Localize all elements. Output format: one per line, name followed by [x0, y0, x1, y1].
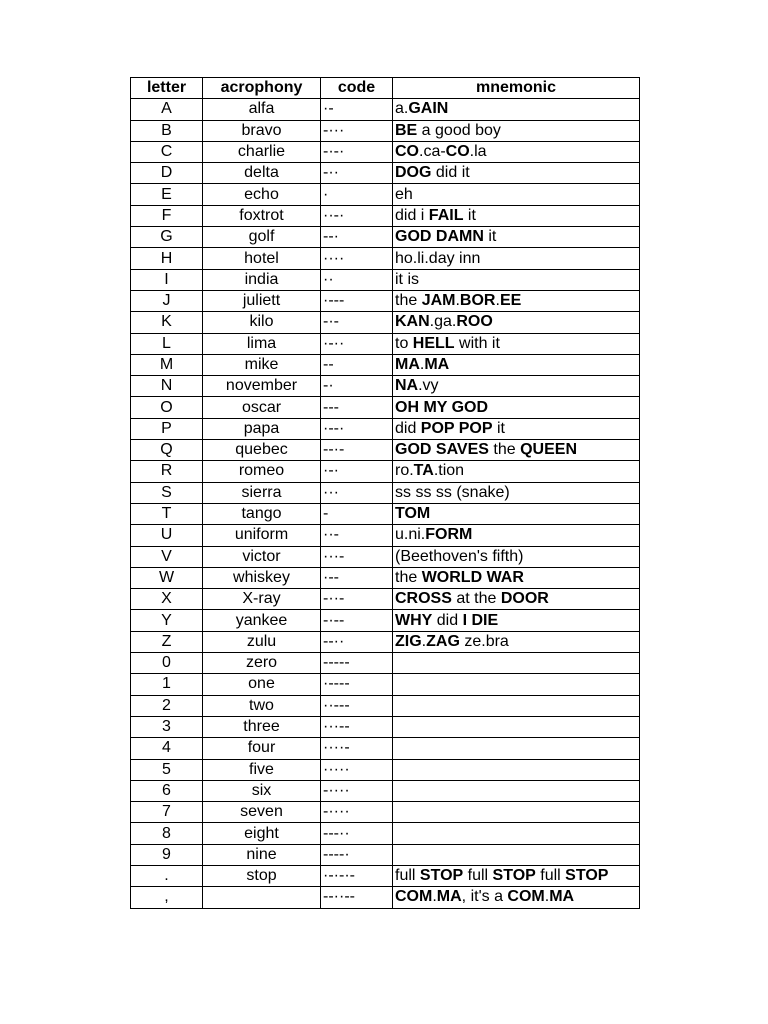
- code-cell: -··: [321, 163, 393, 184]
- code-cell: ··-·: [321, 205, 393, 226]
- letter-cell: O: [131, 397, 203, 418]
- table-row: [131, 887, 640, 908]
- code-cell: ··-: [321, 525, 393, 546]
- mnemonic-segment: .: [419, 356, 425, 373]
- code-cell: --··: [321, 631, 393, 652]
- letter-cell: 6: [131, 780, 203, 801]
- acrophony-cell: hotel: [203, 248, 321, 269]
- acrophony-cell: sierra: [203, 482, 321, 503]
- code-cell: --: [321, 354, 393, 375]
- mnemonic-segment: eh: [395, 185, 413, 203]
- mnemonic-cell: [393, 205, 640, 226]
- acrophony-cell: november: [203, 376, 321, 397]
- letter-cell: F: [131, 205, 203, 226]
- mnemonic-cell: [393, 269, 640, 290]
- table-row: [131, 780, 640, 801]
- mnemonic-cell: [393, 397, 640, 418]
- mnemonic-bold-segment: COM: [395, 888, 433, 906]
- mnemonic-cell: [393, 141, 640, 162]
- acrophony-cell: echo: [203, 184, 321, 205]
- mnemonic-cell: [393, 248, 640, 269]
- acrophony-cell: seven: [203, 802, 321, 823]
- code-cell: ·----: [321, 674, 393, 695]
- mnemonic-segment: it: [483, 228, 497, 246]
- acrophony-cell: juliett: [203, 290, 321, 311]
- acrophony-cell: six: [203, 780, 321, 801]
- code-cell: --··--: [321, 887, 393, 908]
- mnemonic-segment: it: [492, 419, 505, 437]
- mnemonic-bold-segment: ZIG: [395, 632, 422, 650]
- mnemonic-bold-segment: DOG: [395, 164, 432, 182]
- table-row: [131, 418, 640, 439]
- mnemonic-segment: .: [432, 888, 437, 906]
- table-body: [131, 99, 640, 908]
- table-row: [131, 99, 640, 120]
- table-row: [131, 461, 640, 482]
- mnemonic-cell: [393, 695, 640, 716]
- mnemonic-segment: ro.: [395, 462, 414, 480]
- mnemonic-bold-segment: FORM: [425, 526, 473, 544]
- mnemonic-segment: did: [432, 611, 463, 629]
- mnemonic-bold-segment: WHY: [395, 611, 433, 629]
- mnemonic-cell: [393, 716, 640, 737]
- acrophony-cell: whiskey: [203, 567, 321, 588]
- mnemonic-cell: [393, 887, 640, 908]
- mnemonic-cell: [393, 546, 640, 567]
- code-cell: -····: [321, 780, 393, 801]
- mnemonic-bold-segment: GOD SAVES: [395, 441, 489, 459]
- table-row: [131, 248, 640, 269]
- mnemonic-cell: [393, 482, 640, 503]
- table-row: [131, 610, 640, 631]
- mnemonic-cell: [393, 120, 640, 141]
- mnemonic-segment: .vy: [418, 377, 439, 395]
- header-row: [131, 78, 640, 99]
- code-cell: ···-: [321, 546, 393, 567]
- code-cell: ··: [321, 269, 393, 290]
- acrophony-cell: romeo: [203, 461, 321, 482]
- letter-cell: 0: [131, 653, 203, 674]
- mnemonic-cell: [393, 674, 640, 695]
- mnemonic-bold-segment: NA: [395, 377, 419, 395]
- mnemonic-cell: [393, 376, 640, 397]
- mnemonic-segment: .tion: [433, 462, 465, 480]
- code-cell: -···: [321, 120, 393, 141]
- letter-cell: G: [131, 227, 203, 248]
- letter-cell: J: [131, 290, 203, 311]
- table-row: [131, 844, 640, 865]
- letter-cell: 8: [131, 823, 203, 844]
- mnemonic-cell: [393, 780, 640, 801]
- mnemonic-segment: full: [535, 867, 566, 885]
- letter-cell: K: [131, 312, 203, 333]
- letter-cell: E: [131, 184, 203, 205]
- table-row: [131, 205, 640, 226]
- letter-cell: L: [131, 333, 203, 354]
- letter-cell: X: [131, 589, 203, 610]
- acrophony-cell: oscar: [203, 397, 321, 418]
- acrophony-cell: yankee: [203, 610, 321, 631]
- code-cell: ·-: [321, 99, 393, 120]
- mnemonic-bold-segment: STOP: [565, 867, 609, 885]
- letter-cell: ,: [131, 887, 203, 908]
- mnemonic-segment: did: [395, 419, 421, 437]
- table-row: [131, 354, 640, 375]
- acrophony-cell: four: [203, 738, 321, 759]
- acrophony-cell: india: [203, 269, 321, 290]
- mnemonic-bold-segment: EE: [499, 292, 522, 310]
- mnemonic-bold-segment: DOOR: [500, 590, 549, 608]
- mnemonic-bold-segment: BOR: [459, 292, 496, 310]
- acrophony-cell: stop: [203, 865, 321, 886]
- acrophony-cell: three: [203, 716, 321, 737]
- acrophony-cell: [203, 887, 321, 908]
- mnemonic-bold-segment: GOD DAMN: [395, 228, 484, 246]
- mnemonic-cell: [393, 290, 640, 311]
- mnemonic-cell: [393, 333, 640, 354]
- code-cell: ----·: [321, 844, 393, 865]
- acrophony-cell: delta: [203, 163, 321, 184]
- mnemonic-cell: [393, 589, 640, 610]
- letter-cell: N: [131, 376, 203, 397]
- table-row: [131, 440, 640, 461]
- acrophony-cell: kilo: [203, 312, 321, 333]
- letter-cell: A: [131, 99, 203, 120]
- code-cell: ·---: [321, 290, 393, 311]
- letter-cell: 1: [131, 674, 203, 695]
- mnemonic-segment: (Beethoven's fifth): [395, 547, 524, 565]
- letter-cell: V: [131, 546, 203, 567]
- table-row: [131, 738, 640, 759]
- table-row: [131, 269, 640, 290]
- mnemonic-segment: ze.bra: [459, 632, 509, 650]
- table-row: [131, 525, 640, 546]
- letter-cell: Q: [131, 440, 203, 461]
- table-row: [131, 397, 640, 418]
- table-row: [131, 759, 640, 780]
- letter-cell: U: [131, 525, 203, 546]
- mnemonic-bold-segment: GAIN: [408, 100, 449, 118]
- code-cell: -·--: [321, 610, 393, 631]
- table-row: [131, 653, 640, 674]
- mnemonic-segment: a good boy: [417, 121, 501, 139]
- letter-cell: 3: [131, 716, 203, 737]
- code-cell: ·-·-·-: [321, 865, 393, 886]
- table-row: [131, 227, 640, 248]
- mnemonic-cell: [393, 759, 640, 780]
- acrophony-cell: lima: [203, 333, 321, 354]
- mnemonic-cell: [393, 802, 640, 823]
- mnemonic-bold-segment: I DIE: [462, 611, 499, 629]
- mnemonic-bold-segment: KAN: [395, 313, 430, 331]
- mnemonic-segment: to: [395, 334, 413, 352]
- mnemonic-cell: [393, 418, 640, 439]
- mnemonic-bold-segment: MA: [395, 356, 420, 373]
- mnemonic-cell: [393, 567, 640, 588]
- letter-cell: H: [131, 248, 203, 269]
- code-cell: ·--: [321, 567, 393, 588]
- code-cell: ---: [321, 397, 393, 418]
- code-cell: -·: [321, 376, 393, 397]
- mnemonic-cell: [393, 844, 640, 865]
- header-letter: letter: [131, 78, 203, 99]
- mnemonic-bold-segment: BE: [395, 121, 418, 139]
- code-cell: ····: [321, 248, 393, 269]
- mnemonic-cell: [393, 865, 640, 886]
- mnemonic-segment: full: [463, 867, 493, 885]
- acrophony-cell: quebec: [203, 440, 321, 461]
- table-row: [131, 312, 640, 333]
- code-cell: --·: [321, 227, 393, 248]
- morse-code-table: [130, 77, 640, 909]
- acrophony-cell: zulu: [203, 631, 321, 652]
- mnemonic-segment: the: [395, 568, 422, 586]
- mnemonic-cell: [393, 823, 640, 844]
- code-cell: ·····: [321, 759, 393, 780]
- acrophony-cell: zero: [203, 653, 321, 674]
- code-cell: --·-: [321, 440, 393, 461]
- mnemonic-segment: full: [395, 867, 420, 885]
- acrophony-cell: uniform: [203, 525, 321, 546]
- mnemonic-cell: [393, 738, 640, 759]
- mnemonic-segment: .ga.: [429, 313, 457, 331]
- acrophony-cell: one: [203, 674, 321, 695]
- table-row: [131, 184, 640, 205]
- mnemonic-segment: did i: [395, 206, 429, 224]
- mnemonic-bold-segment: COM: [507, 888, 545, 906]
- code-cell: ·-··: [321, 333, 393, 354]
- mnemonic-bold-segment: TA: [413, 462, 434, 480]
- letter-cell: I: [131, 269, 203, 290]
- acrophony-cell: X-ray: [203, 589, 321, 610]
- code-cell: ···: [321, 482, 393, 503]
- letter-cell: M: [131, 354, 203, 375]
- code-cell: -: [321, 503, 393, 524]
- mnemonic-segment: .: [544, 888, 550, 906]
- mnemonic-cell: [393, 354, 640, 375]
- acrophony-cell: golf: [203, 227, 321, 248]
- mnemonic-segment: it is: [395, 270, 419, 288]
- letter-cell: Z: [131, 631, 203, 652]
- mnemonic-cell: [393, 610, 640, 631]
- mnemonic-segment: the: [395, 292, 422, 310]
- mnemonic-bold-segment: CO: [445, 143, 470, 161]
- table-row: [131, 546, 640, 567]
- acrophony-cell: tango: [203, 503, 321, 524]
- code-cell: -····: [321, 802, 393, 823]
- mnemonic-segment: .: [455, 292, 460, 310]
- mnemonic-bold-segment: CO: [395, 143, 419, 161]
- code-cell: ···--: [321, 716, 393, 737]
- mnemonic-segment: did it: [431, 164, 470, 182]
- code-cell: ·: [321, 184, 393, 205]
- mnemonic-segment: .ca-: [419, 143, 446, 161]
- table-row: [131, 567, 640, 588]
- mnemonic-segment: .: [495, 292, 500, 310]
- table-row: [131, 376, 640, 397]
- mnemonic-bold-segment: MA: [549, 888, 575, 906]
- acrophony-cell: papa: [203, 418, 321, 439]
- table-row: [131, 716, 640, 737]
- mnemonic-bold-segment: MA: [436, 888, 462, 906]
- mnemonic-segment: the: [488, 441, 521, 459]
- mnemonic-cell: [393, 653, 640, 674]
- code-cell: ··---: [321, 695, 393, 716]
- mnemonic-segment: u.ni.: [395, 526, 426, 544]
- mnemonic-cell: [393, 163, 640, 184]
- mnemonic-segment: .: [421, 632, 427, 650]
- acrophony-cell: two: [203, 695, 321, 716]
- table-row: [131, 163, 640, 184]
- acrophony-cell: alfa: [203, 99, 321, 120]
- mnemonic-bold-segment: HELL: [412, 334, 455, 352]
- table-row: [131, 482, 640, 503]
- mnemonic-cell: [393, 461, 640, 482]
- mnemonic-segment: at the: [451, 590, 501, 608]
- mnemonic-bold-segment: FAIL: [428, 206, 464, 224]
- table-row: [131, 290, 640, 311]
- table-row: [131, 823, 640, 844]
- header-code: code: [321, 78, 393, 99]
- mnemonic-bold-segment: ROO: [456, 313, 493, 331]
- mnemonic-segment: , it's a: [461, 888, 508, 906]
- letter-cell: 5: [131, 759, 203, 780]
- code-cell: ·--·: [321, 418, 393, 439]
- header-mnemonic: mnemonic: [393, 78, 640, 99]
- code-cell: ---··: [321, 823, 393, 844]
- letter-cell: Y: [131, 610, 203, 631]
- table-row: [131, 503, 640, 524]
- mnemonic-cell: [393, 440, 640, 461]
- table-row: [131, 333, 640, 354]
- letter-cell: B: [131, 120, 203, 141]
- code-cell: -·-·: [321, 141, 393, 162]
- letter-cell: .: [131, 865, 203, 886]
- code-cell: ·-·: [321, 461, 393, 482]
- mnemonic-bold-segment: JAM: [421, 292, 456, 310]
- mnemonic-cell: [393, 184, 640, 205]
- letter-cell: T: [131, 503, 203, 524]
- acrophony-cell: bravo: [203, 120, 321, 141]
- mnemonic-segment: .la: [469, 143, 487, 161]
- table-row: [131, 589, 640, 610]
- acrophony-cell: five: [203, 759, 321, 780]
- mnemonic-segment: it: [463, 206, 476, 224]
- letter-cell: 7: [131, 802, 203, 823]
- letter-cell: 2: [131, 695, 203, 716]
- table-row: [131, 674, 640, 695]
- code-cell: -·-: [321, 312, 393, 333]
- code-cell: -··-: [321, 589, 393, 610]
- mnemonic-segment: with it: [454, 334, 500, 352]
- acrophony-cell: mike: [203, 354, 321, 375]
- acrophony-cell: foxtrot: [203, 205, 321, 226]
- mnemonic-cell: [393, 503, 640, 524]
- mnemonic-bold-segment: STOP: [492, 867, 536, 885]
- mnemonic-bold-segment: QUEEN: [520, 441, 577, 459]
- table-row: [131, 631, 640, 652]
- table-row: [131, 120, 640, 141]
- letter-cell: R: [131, 461, 203, 482]
- mnemonic-bold-segment: TOM: [395, 505, 431, 523]
- acrophony-cell: eight: [203, 823, 321, 844]
- table-row: [131, 865, 640, 886]
- mnemonic-bold-segment: WORLD WAR: [421, 568, 524, 586]
- mnemonic-segment: a.: [395, 100, 409, 118]
- code-cell: ····-: [321, 738, 393, 759]
- mnemonic-cell: [393, 525, 640, 546]
- mnemonic-cell: [393, 99, 640, 120]
- mnemonic-bold-segment: STOP: [419, 867, 464, 885]
- mnemonic-segment: ho.li.day inn: [395, 249, 481, 267]
- acrophony-cell: nine: [203, 844, 321, 865]
- acrophony-cell: victor: [203, 546, 321, 567]
- code-cell: -----: [321, 653, 393, 674]
- letter-cell: 4: [131, 738, 203, 759]
- letter-cell: D: [131, 163, 203, 184]
- mnemonic-cell: [393, 227, 640, 248]
- letter-cell: S: [131, 482, 203, 503]
- letter-cell: 9: [131, 844, 203, 865]
- letter-cell: W: [131, 567, 203, 588]
- mnemonic-cell: [393, 312, 640, 333]
- mnemonic-bold-segment: ZAG: [426, 632, 460, 650]
- acrophony-cell: charlie: [203, 141, 321, 162]
- table-row: [131, 695, 640, 716]
- mnemonic-bold-segment: CROSS: [395, 590, 452, 608]
- mnemonic-cell: [393, 631, 640, 652]
- letter-cell: C: [131, 141, 203, 162]
- table-row: [131, 802, 640, 823]
- header-acrophony: acrophony: [203, 78, 321, 99]
- letter-cell: P: [131, 418, 203, 439]
- table-row: [131, 141, 640, 162]
- mnemonic-bold-segment: MA: [424, 356, 450, 373]
- mnemonic-bold-segment: POP POP: [420, 419, 493, 437]
- mnemonic-bold-segment: OH MY GOD: [395, 398, 489, 416]
- mnemonic-segment: ss ss ss (snake): [395, 483, 510, 501]
